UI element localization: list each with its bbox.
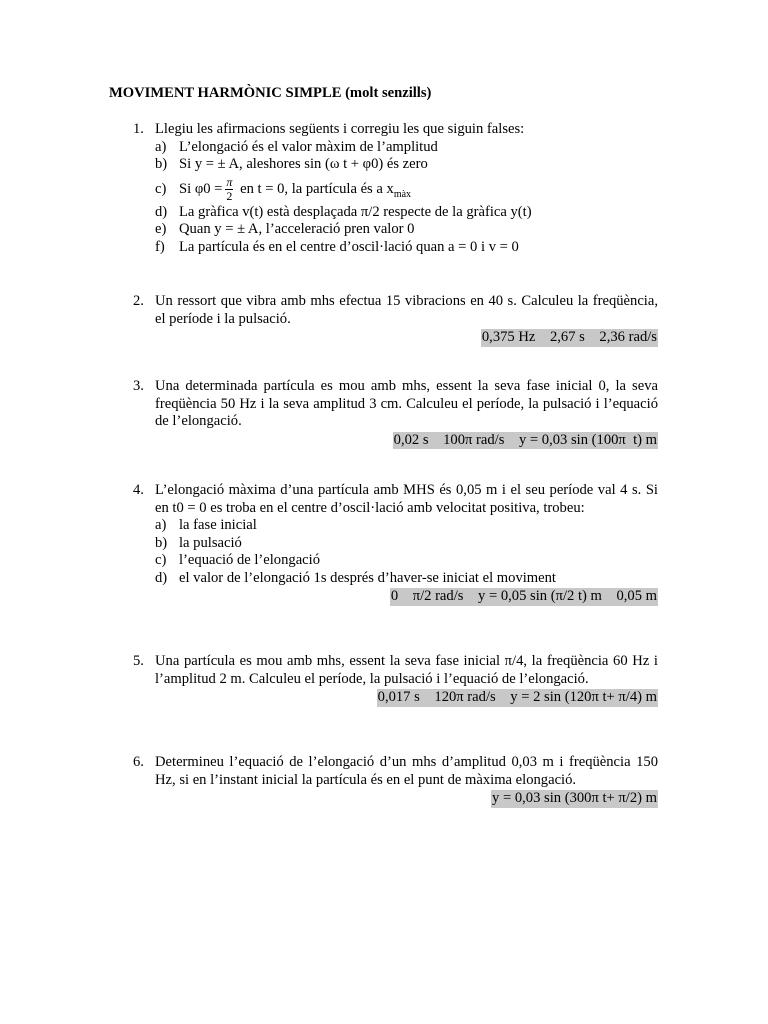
problem-4 xyxy=(133,482,658,606)
answer-highlight: y = 0,03 sin (300π t+ π/2) m xyxy=(492,790,657,806)
problem-text: Una partícula es mou amb mhs, essent la seva fase inicial π/4, la freqüència 60 Hz i l’amplitud 2 m. Calculeu el període, la pulsació i l’equació de l’elongació. xyxy=(155,653,658,687)
answer-highlight: 0 π/2 rad/s y = 0,05 sin (π/2 t) m 0,05 m xyxy=(390,588,657,604)
list-item: b) la pulsació xyxy=(155,534,242,551)
problem-5 xyxy=(133,653,658,707)
list-item: d) el valor de l’elongació 1s després d’haver-se iniciat el moviment xyxy=(155,569,556,586)
problem-text: L’elongació màxima d’una partícula amb MHS és 0,05 m i el seu període val 4 s. Si en t0 = 0 es troba en el centre d’oscil·lació amb velocitat positiva, trobeu: xyxy=(155,482,658,516)
fraction: $\frac{\pi}{2}$ xyxy=(226,174,233,203)
list-item: f) La partícula és en el centre d’oscil·lació quan a = 0 i v = 0 xyxy=(155,238,519,255)
problem-number: 1. xyxy=(133,121,144,137)
formula-prefix: Si φ0 = xyxy=(179,180,223,197)
list-item: a) la fase inicial xyxy=(155,517,257,533)
problem-2 xyxy=(133,293,658,347)
problem-text: Una determinada partícula es mou amb mhs, essent la seva fase inicial 0, la seva freqüència 50 Hz i la seva amplitud 3 cm. Calculeu el període, la pulsació i l’equació de l’elongació. xyxy=(155,378,658,429)
problem-text: Un ressort que vibra amb mhs efectua 15 vibracions en 40 s. Calculeu la freqüència, el període i la pulsació. xyxy=(155,293,658,327)
list-item: b) Si y = ± A, aleshores sin (ω t + φ0) és zero xyxy=(155,156,428,172)
problem-6 xyxy=(133,754,658,808)
answer-highlight: 0,017 s 120π rad/s y = 2 sin (120π t+ π/4) m xyxy=(377,689,657,705)
subscript: màx xyxy=(393,188,412,200)
problem-text: Determineu l’equació de l’elongació d’un mhs d’amplitud 0,03 m i freqüència 150 Hz, si en l’instant inicial la partícula és en el punt de màxima elongació. xyxy=(155,754,658,788)
problem-number: 2. xyxy=(133,293,144,309)
problem-number: 6. xyxy=(133,754,144,770)
list-item: d) La gràfica v(t) està desplaçada π/2 respecte de la gràfica y(t) xyxy=(155,203,532,220)
problem-1 xyxy=(133,121,658,256)
formula-suffix: en t = 0, la partícula és a x xyxy=(240,180,394,197)
problem-text: Llegiu les afirmacions següents i corregiu les que siguin falses: xyxy=(155,121,525,137)
list-item: c) Si φ0 = $\frac{\pi}{2}$ en t = 0, la partícula és a $x_{màx}$ xyxy=(155,174,412,203)
list-item: a) L’elongació és el valor màxim de l’amplitud xyxy=(155,138,438,155)
problem-3 xyxy=(133,378,658,450)
problem-number: 3. xyxy=(133,378,144,394)
list-item: e) Quan y = ± A, l’acceleració pren valor 0 xyxy=(155,221,415,237)
list-item: c) l’equació de l’elongació xyxy=(155,552,321,568)
problem-number: 5. xyxy=(133,653,144,669)
page-title: MOVIMENT HARMÒNIC SIMPLE (molt senzills) xyxy=(109,85,432,101)
answer-highlight: 0,375 Hz 2,67 s 2,36 rad/s xyxy=(481,329,657,345)
problem-number: 4. xyxy=(133,482,144,498)
answer-highlight: 0,02 s 100π rad/s y = 0,03 sin (100π t) m xyxy=(393,431,657,448)
